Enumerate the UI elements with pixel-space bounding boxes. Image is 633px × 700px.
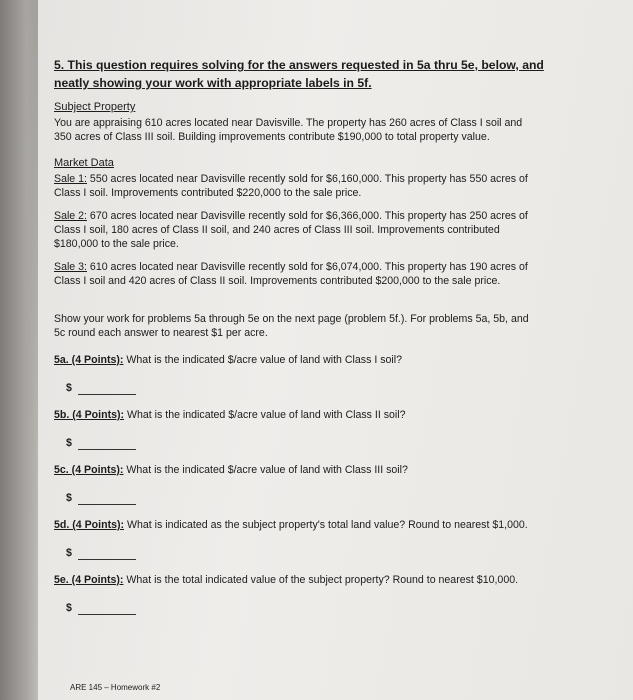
question-5e-label: 5e. (4 Points): <box>54 574 124 586</box>
answer-5e-line <box>78 605 136 615</box>
answer-5c-prefix: $ <box>66 492 72 504</box>
question-5e <box>54 573 534 587</box>
answer-5c-line <box>78 495 136 505</box>
question-5d-label: 5d. (4 Points): <box>54 519 125 531</box>
answer-5b <box>66 436 534 450</box>
sale-3-text: 610 acres located near Davisville recently sold for $6,074,000. This property has 190 acres of Class I soil and 420 acres of Class II soil. Improvements contributed $200,000 to the sale price. <box>54 261 528 287</box>
answer-5a <box>66 381 534 395</box>
question-5c <box>54 463 534 477</box>
question-5d <box>54 518 534 532</box>
instructions: Show your work for problems 5a through 5e on the next page (problem 5f.). For problems 5a, 5b, and 5c round each answer to nearest $1 per acre. <box>54 313 529 339</box>
sale-1-text: 550 acres located near Davisville recently sold for $6,160,000. This property has 550 acres of Class I soil. Improvements contributed $220,000 to the sale price. <box>54 173 528 199</box>
answer-5d <box>66 546 534 560</box>
subject-text: You are appraising 610 acres located near Davisville. The property has 260 acres of Class I soil and 350 acres of Class III soil. Building improvements contribute $190,000 to total property value. <box>54 117 523 143</box>
document-body <box>54 56 544 615</box>
question-title: 5. This question requires solving for the answers requested in 5a thru 5e, below, and neatly showing your work with appropriate labels in 5f. <box>54 58 544 90</box>
sale-2-text: 670 acres located near Davisville recently sold for $6,366,000. This property has 250 acres of Class I soil, 180 acres of Class II soil, and 240 acres of Class III soil. Improvements contributed $180,000 to the sale price. <box>54 210 528 250</box>
question-5d-text: What is indicated as the subject property's total land value? Round to nearest $1,000. <box>124 519 528 531</box>
answer-5d-line <box>78 550 136 560</box>
answer-5a-prefix: $ <box>66 382 72 394</box>
market-heading: Market Data <box>54 157 114 169</box>
sale-1 <box>54 172 534 200</box>
sale-3 <box>54 260 534 288</box>
answer-5b-line <box>78 440 136 450</box>
paper-sheet <box>38 0 633 700</box>
sale-3-label: Sale 3: <box>54 261 87 273</box>
question-5b-text: What is the indicated $/acre value of land with Class II soil? <box>124 409 406 421</box>
answer-5d-prefix: $ <box>66 547 72 559</box>
question-5a-label: 5a. (4 Points): <box>54 354 124 366</box>
question-5c-label: 5c. (4 Points): <box>54 464 124 476</box>
answer-5a-line <box>78 385 136 395</box>
question-5a-text: What is the indicated $/acre value of land with Class I soil? <box>123 354 402 366</box>
answer-5b-prefix: $ <box>66 437 72 449</box>
sale-1-label: Sale 1: <box>54 173 87 185</box>
sale-2-label: Sale 2: <box>54 210 87 222</box>
question-5c-text: What is the indicated $/acre value of land with Class III soil? <box>123 464 408 476</box>
answer-5e <box>66 601 534 615</box>
answer-5e-prefix: $ <box>66 602 72 614</box>
question-5b-label: 5b. (4 Points): <box>54 409 125 421</box>
page-footer: ARE 145 – Homework #2 <box>70 683 161 692</box>
answer-5c <box>66 491 534 505</box>
question-5e-text: What is the total indicated value of the subject property? Round to nearest $10,000. <box>123 574 519 586</box>
question-5a <box>54 353 534 367</box>
question-5b <box>54 408 534 422</box>
subject-heading: Subject Property <box>54 101 136 113</box>
sale-2 <box>54 209 534 251</box>
